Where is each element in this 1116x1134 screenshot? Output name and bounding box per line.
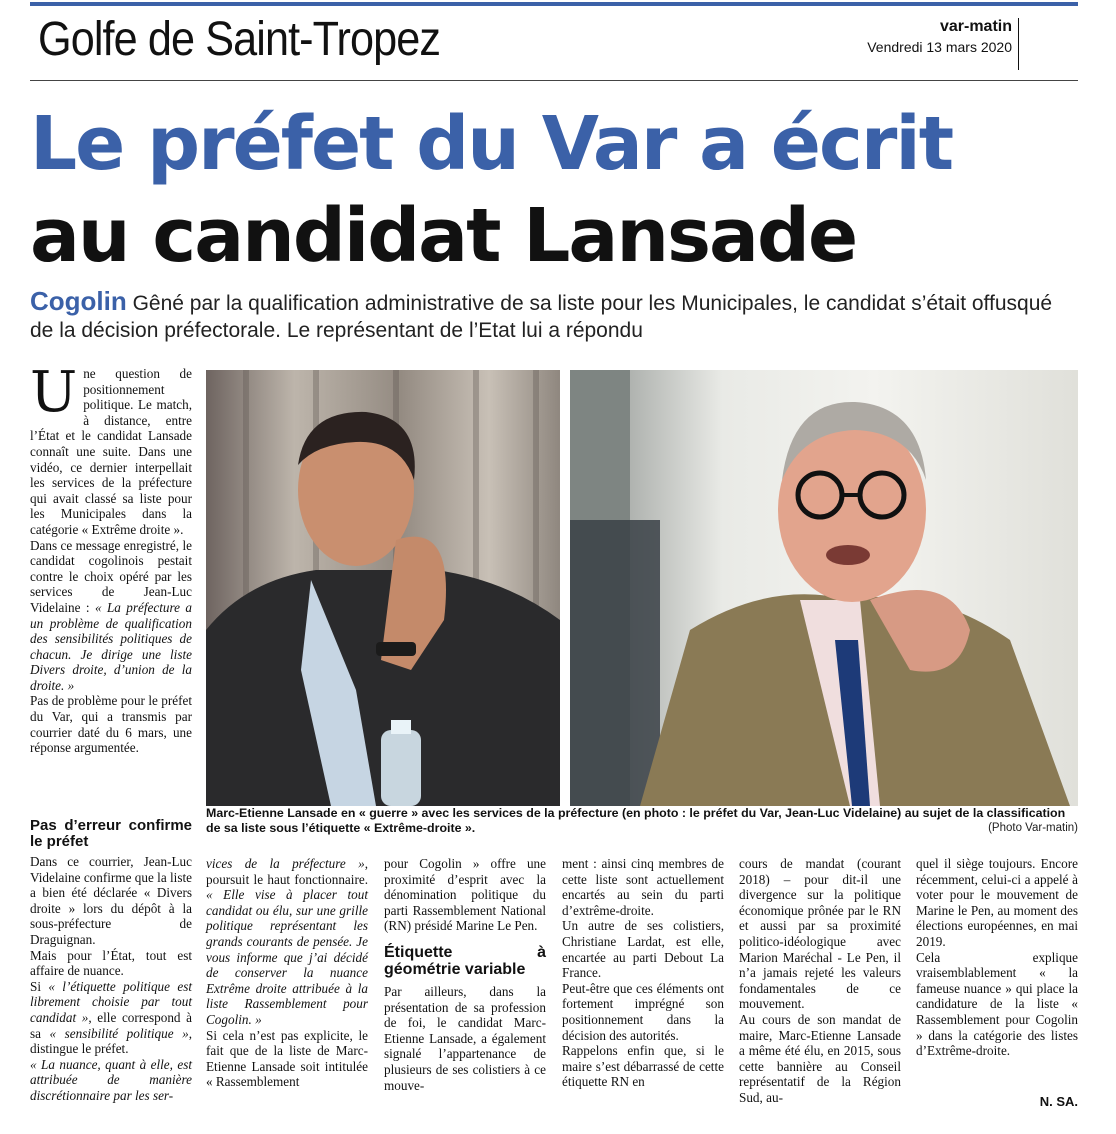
article-column-3 (384, 856, 546, 1093)
paragraph: Peut-être que ces éléments ont fortement imprégné son positionnement dans la décision des autorités. (562, 980, 724, 1043)
masthead-divider (1018, 18, 1019, 70)
article-column-4 (562, 856, 724, 1090)
top-accent-bar (30, 2, 1078, 6)
quote: « La préfecture a un problème de qualification des sensibilités politiques de chacun. Je dirige une liste Divers droite, d’union de la droite. » (30, 599, 192, 693)
paragraph: pour Cogolin » offre une proximité d’esprit avec la dénomination politique du parti Rassemblement National (RN) présidé Marine Le Pen. (384, 856, 546, 934)
publication-name: var-matin (939, 18, 1012, 35)
paragraph: ment : ainsi cinq membres de cette liste sont actuellement encartés au sein du parti d’extrême-droite. (562, 856, 724, 918)
paragraph: Cela explique vraisemblablement « la fameuse nuance » qui place la candidature de la liste « Rassemblement pour Cogolin » dans la catégorie des listes d’Extrême-droite. (916, 949, 1078, 1059)
section-title: Golfe de Saint-Tropez (38, 13, 441, 66)
article-column-5 (739, 856, 901, 1106)
paragraph: Si « l’étiquette politique est librement choisie par tout candidat », elle correspond à sa « sensibilité politique », distingue le préfet. (30, 978, 193, 1057)
paragraph: quel il siège toujours. Encore récemment, celui-ci a appelé à voter pour le mouvement de Marine le Pen, au moment des élections européennes, en mai 2019. (916, 856, 1078, 949)
article-column-2 (206, 856, 368, 1090)
paragraph: Un autre de ses colistiers, Christiane Lardat, est elle, encartée au parti Debout La France. (562, 918, 724, 981)
paragraph: Par ailleurs, dans la présentation de sa profession de foi, le candidat Marc-Etienne Lansade, a également signalé l’appartenance de plusieurs de ses colistiers à ce mouve- (384, 983, 546, 1093)
photo-caption: Marc-Etienne Lansade en « guerre » avec les services de la préfecture (en photo : le préfet du Var, Jean-Luc Videlaine) au sujet de la classification de sa liste sous l’étiquette « Extrême-droite ». (206, 806, 1066, 835)
subheading: Étiquette à géométrie variable (384, 943, 546, 978)
paragraph: vices de la préfecture », poursuit le haut fonctionnaire. « Elle vise à placer tout candidat ou élu, sur une grille politique représentant les grands courants de pensée. Je vous informe que j’ai décidé de conserver la nuance Extrême droite attribuée à la liste Rassemblement pour Cogolin. » (206, 856, 368, 1027)
headline-line-2: au candidat Lansade (30, 193, 857, 279)
header-rule (30, 80, 1078, 81)
masthead (867, 18, 1012, 56)
photo-prefet (570, 370, 1078, 806)
paragraph: « La nuance, quant à elle, est attribuée de manière discrétionnaire par les ser- (30, 1056, 192, 1103)
paragraph: Mais pour l’État, tout est affaire de nuance. (30, 947, 192, 979)
paragraph: ne question de positionnement politique. Le match, à distance, entre l’État et le candidat Lansade connaît une suite. Dans une vidéo, ce dernier interpellait les services de la préfecture qui avait classé sa liste pour les Municipales dans la catégorie « Extrême droite ». (30, 366, 192, 537)
article-column-6 (916, 856, 1078, 1059)
paragraph: cours de mandat (courant 2018) – pour dit-il une divergence sur la politique économique prônée par le RN et aussi par sa proximité politico-idéologique avec Marion Maréchal - Le Pen, il n’a jamais rejeté les valeurs fondamentales de ce mouvement. (739, 856, 901, 1012)
paragraph: Si cela n’est pas explicite, le fait que de la liste de Marc-Etienne Lansade soit intitulée « Rassemblement (206, 1027, 368, 1090)
photo-lansade (206, 370, 560, 806)
photo-credit: (Photo Var-matin) (988, 822, 1078, 834)
standfirst (30, 288, 1070, 344)
subheading: Pas d’erreur confirme le préfet (30, 817, 192, 850)
paragraph: Dans ce message enregistré, le candidat cogolinois pestait contre le choix opéré par les services de Jean-Luc Videlaine : « La préfecture a un problème de qualification des sensibilités politiques de chacun. Je dirige une liste Divers droite, d’union de la droite. » (30, 537, 192, 693)
standfirst-town: Cogolin (30, 286, 127, 316)
drop-cap: U (30, 360, 78, 425)
paragraph: Pas de problème pour le préfet du Var, qui a transmis par courrier daté du 6 mars, une réponse argumentée. (30, 693, 192, 756)
paragraph: Au cours de son mandat de maire, Marc-Etienne Lansade a même été élu, en 2015, sous cette bannière au Conseil représentatif de la Région Sud, au- (739, 1011, 901, 1105)
standfirst-text: Gêné par la qualification administrative de sa liste pour les Municipales, le candidat s’était offusqué de la décision préfectorale. Le représentant de l’Etat lui a répondu (30, 292, 1053, 342)
paragraph: Rappelons enfin que, si le maire s’est débarrassé de cette étiquette RN en (562, 1043, 724, 1090)
paragraph: Dans ce courrier, Jean-Luc Videlaine confirme que la liste a bien été déclarée « Divers droite » lors du dépôt à la sous-préfecture de Draguignan. (30, 854, 192, 947)
author-signature: N. SA. (1039, 1094, 1078, 1109)
headline-line-1: Le préfet du Var a écrit (30, 101, 953, 187)
article-column-1 (30, 360, 192, 756)
publication-date: Vendredi 13 mars 2020 (867, 39, 1012, 55)
article-column-1-lower (30, 818, 192, 1104)
